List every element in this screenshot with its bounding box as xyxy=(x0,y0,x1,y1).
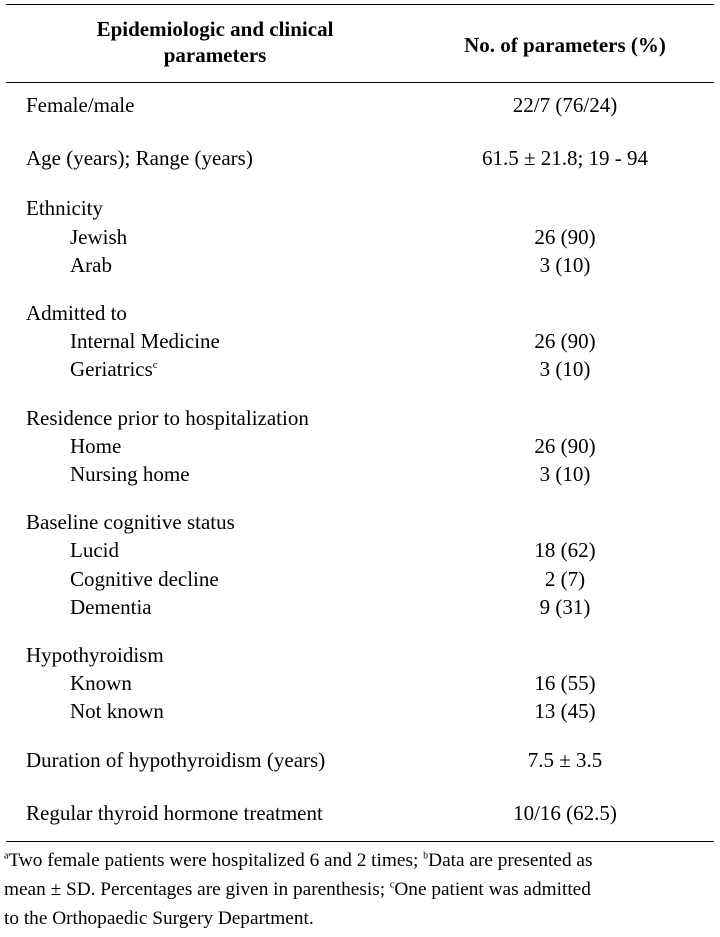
footnote-a-text: Two female patients were hospitalized 6 and 2 times; xyxy=(8,850,424,871)
row-value: 13 (45) xyxy=(534,699,596,723)
footnote-line-3: to the Orthopaedic Surgery Department. xyxy=(4,908,314,929)
row-value: 3 (10) xyxy=(539,253,591,277)
row-value: 26 (90) xyxy=(534,329,596,353)
header-parameters xyxy=(40,16,390,68)
row-cognitive-decline xyxy=(0,565,720,593)
row-value: 3 (10) xyxy=(539,462,591,486)
footnote-marker-a: a xyxy=(4,850,9,862)
row-lucid xyxy=(0,536,720,564)
row-label: Nursing home xyxy=(70,462,190,486)
row-label: Home xyxy=(70,434,122,458)
footnote-marker-c: c xyxy=(389,879,395,891)
row-label: Not known xyxy=(70,699,164,723)
footnote-line-2 xyxy=(4,875,716,904)
row-admitted-to xyxy=(0,299,720,327)
row-age xyxy=(0,144,720,172)
row-dementia xyxy=(0,593,720,621)
row-label: Internal Medicine xyxy=(70,329,220,353)
row-arab xyxy=(0,251,720,279)
table-footnote xyxy=(4,846,716,933)
row-internal-medicine xyxy=(0,327,720,355)
row-label: Age (years); Range (years) xyxy=(26,146,253,170)
row-not-known xyxy=(0,697,720,725)
row-value: 7.5 ± 3.5 xyxy=(527,748,603,772)
row-value: 18 (62) xyxy=(534,538,596,562)
row-jewish xyxy=(0,223,720,251)
row-label: Ethnicity xyxy=(26,196,103,220)
header-count-percent: No. of parameters (%) xyxy=(464,33,666,57)
table-top-rule xyxy=(6,4,714,5)
header-parameters-line1: Epidemiologic and clinical xyxy=(96,17,334,41)
row-baseline-cognitive xyxy=(0,508,720,536)
footnote-c-text: One patient was admitted xyxy=(394,879,591,900)
row-label: Arab xyxy=(70,253,112,277)
row-label: Hypothyroidism xyxy=(26,643,164,667)
row-label: Duration of hypothyroidism (years) xyxy=(26,748,326,772)
footnote-b-text: Data are presented as xyxy=(428,850,593,871)
row-female-male xyxy=(0,91,720,119)
row-value: 2 (7) xyxy=(544,567,586,591)
row-label: Regular thyroid hormone treatment xyxy=(26,801,323,825)
row-label: Known xyxy=(70,671,132,695)
row-label: Residence prior to hospitalization xyxy=(26,406,309,430)
row-value: 3 (10) xyxy=(539,357,591,381)
row-residence xyxy=(0,404,720,432)
header-parameters-line2: parameters xyxy=(163,43,267,67)
row-value: 10/16 (62.5) xyxy=(513,801,617,825)
row-known xyxy=(0,669,720,697)
row-label: Baseline cognitive status xyxy=(26,510,235,534)
row-label-text: Geriatrics xyxy=(70,357,153,381)
footnote-line-1 xyxy=(4,846,716,875)
row-value: 9 (31) xyxy=(539,595,591,619)
row-nursing-home xyxy=(0,460,720,488)
row-value: 16 (55) xyxy=(534,671,596,695)
row-label xyxy=(70,355,158,383)
row-label: Lucid xyxy=(70,538,119,562)
footnote-marker-b: b xyxy=(423,850,429,862)
row-home xyxy=(0,432,720,460)
row-value: 22/7 (76/24) xyxy=(512,93,618,117)
table-header-rule xyxy=(6,82,714,83)
row-label: Dementia xyxy=(70,595,152,619)
row-label: Female/male xyxy=(26,93,135,117)
row-value: 61.5 ± 21.8; 19 - 94 xyxy=(481,146,649,170)
row-label: Jewish xyxy=(70,225,128,249)
row-duration xyxy=(0,746,720,774)
row-geriatrics xyxy=(0,355,720,383)
row-regular-treatment xyxy=(0,799,720,827)
row-label: Cognitive decline xyxy=(70,567,219,591)
row-value: 26 (90) xyxy=(534,225,596,249)
footnote-marker-c: c xyxy=(152,359,158,371)
footnote-line2-text: mean ± SD. Percentages are given in parenthesis; xyxy=(4,879,390,900)
row-label: Admitted to xyxy=(26,301,127,325)
table-bottom-rule xyxy=(6,841,714,842)
row-ethnicity xyxy=(0,194,720,222)
row-hypothyroidism xyxy=(0,641,720,669)
row-value: 26 (90) xyxy=(534,434,596,458)
